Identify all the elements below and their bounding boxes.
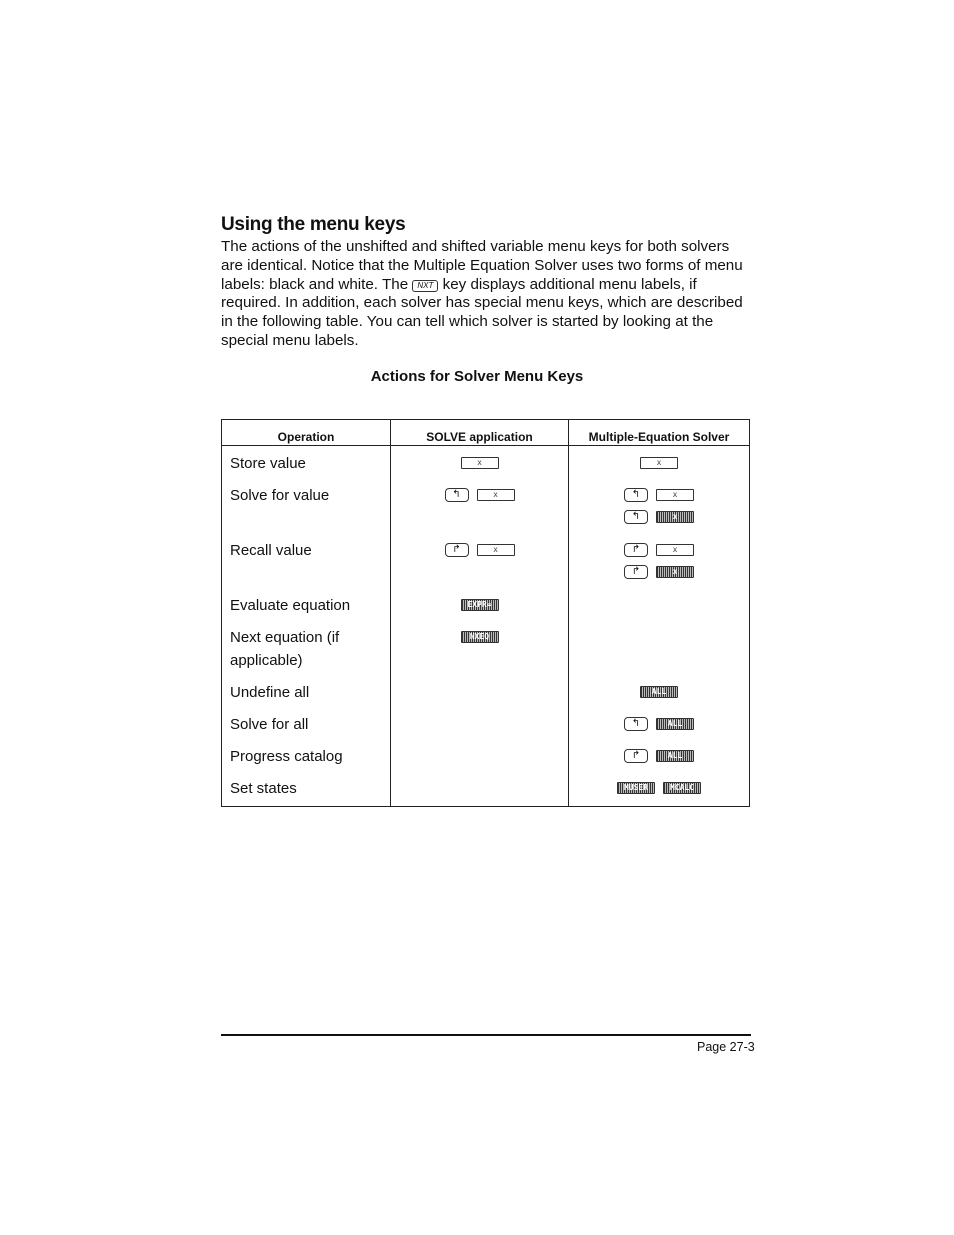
operation-cell: Evaluate equation (222, 591, 391, 623)
solver-keys-table (221, 419, 750, 807)
solve-keys-cell (391, 710, 569, 742)
solve-keys-cell (391, 742, 569, 774)
softkey-x-icon: x (640, 457, 678, 469)
operation-cell: Undefine all (222, 678, 391, 710)
key-sequence (391, 484, 568, 506)
key-sequence (569, 777, 749, 799)
softkey-x-icon: x (477, 544, 515, 556)
solve-keys-cell (391, 678, 569, 710)
page-number: Page 27-3 (697, 1040, 755, 1054)
operation-cell: Next equation (if applicable) (222, 623, 391, 678)
softkey-all-icon: ALL (640, 686, 678, 698)
table-row (222, 710, 750, 742)
table-row (222, 446, 750, 482)
left-shift-key-icon: ↰ (624, 717, 648, 731)
table-row (222, 774, 750, 807)
header-solve-application: SOLVE application (391, 420, 569, 446)
right-shift-key-icon: ↱ (445, 543, 469, 557)
mes-keys-cell (569, 591, 750, 623)
key-sequence (569, 539, 749, 561)
operation-cell: Progress catalog (222, 742, 391, 774)
right-shift-key-icon: ↱ (624, 543, 648, 557)
key-sequence (569, 506, 749, 528)
mes-keys-cell (569, 710, 750, 742)
mes-keys-cell (569, 678, 750, 710)
softkey-all-icon: ALL (656, 718, 694, 730)
softkey-muser-icon: MUSER (617, 782, 655, 794)
table-caption: Actions for Solver Menu Keys (370, 368, 584, 385)
softkey-nxeq-icon: NXEQ (461, 631, 499, 643)
paragraph-part-2: key displays additional menu labels, if required. In addition, each solver has special menu keys, which are described in the following table. You can tell which solver is started by looking at the special menu labels. (221, 275, 743, 349)
table-row (222, 591, 750, 623)
table-row (222, 536, 750, 591)
right-shift-key-icon: ↱ (624, 565, 648, 579)
table-row (222, 623, 750, 678)
solve-keys-cell (391, 591, 569, 623)
key-sequence (569, 745, 749, 767)
left-shift-key-icon: ↰ (445, 488, 469, 502)
key-sequence (569, 681, 749, 703)
solve-keys-cell (391, 623, 569, 678)
nxt-key-icon: NXT (412, 280, 438, 292)
solve-keys-cell (391, 536, 569, 591)
operation-cell: Recall value (222, 536, 391, 591)
left-shift-key-icon: ↰ (624, 510, 648, 524)
mes-keys-cell (569, 774, 750, 807)
key-sequence (569, 713, 749, 735)
key-sequence (569, 452, 749, 474)
key-sequence (391, 452, 568, 474)
paragraph-part-1: The actions of the unshifted and shifted variable menu keys for both solvers are identical. Notice that the Multiple Equation Solver uses two forms of menu labels: black and white. The (221, 238, 743, 293)
operation-cell: Store value (222, 446, 391, 482)
left-shift-key-icon: ↰ (624, 488, 648, 502)
operation-cell: Solve for value (222, 481, 391, 536)
mes-keys-cell (569, 446, 750, 482)
operation-cell: Solve for all (222, 710, 391, 742)
key-sequence (391, 594, 568, 616)
solve-keys-cell (391, 446, 569, 482)
softkey-xinv-icon: x (656, 511, 694, 523)
mes-keys-cell (569, 742, 750, 774)
mes-keys-cell (569, 536, 750, 591)
softkey-x-icon: x (461, 457, 499, 469)
softkey-expr-icon: EXPR= (461, 599, 499, 611)
softkey-all-icon: ALL (656, 750, 694, 762)
table-row (222, 678, 750, 710)
table-row (222, 742, 750, 774)
key-sequence (569, 561, 749, 583)
mes-keys-cell (569, 623, 750, 678)
section-paragraph (221, 238, 751, 351)
solve-keys-cell (391, 481, 569, 536)
softkey-xinv-icon: x (656, 566, 694, 578)
footer-rule (221, 1034, 751, 1036)
table-row (222, 481, 750, 536)
softkey-mcalc-icon: MCALC (663, 782, 701, 794)
key-sequence (569, 484, 749, 506)
header-operation: Operation (222, 420, 391, 446)
right-shift-key-icon: ↱ (624, 749, 648, 763)
mes-keys-cell (569, 481, 750, 536)
softkey-x-icon: x (656, 544, 694, 556)
key-sequence (391, 539, 568, 561)
operation-cell: Set states (222, 774, 391, 807)
section-heading: Using the menu keys (221, 214, 406, 235)
softkey-x-icon: x (477, 489, 515, 501)
softkey-x-icon: x (656, 489, 694, 501)
solve-keys-cell (391, 774, 569, 807)
key-sequence (391, 626, 568, 648)
header-multiple-equation-solver: Multiple-Equation Solver (569, 420, 750, 446)
table-header-row (222, 420, 750, 446)
